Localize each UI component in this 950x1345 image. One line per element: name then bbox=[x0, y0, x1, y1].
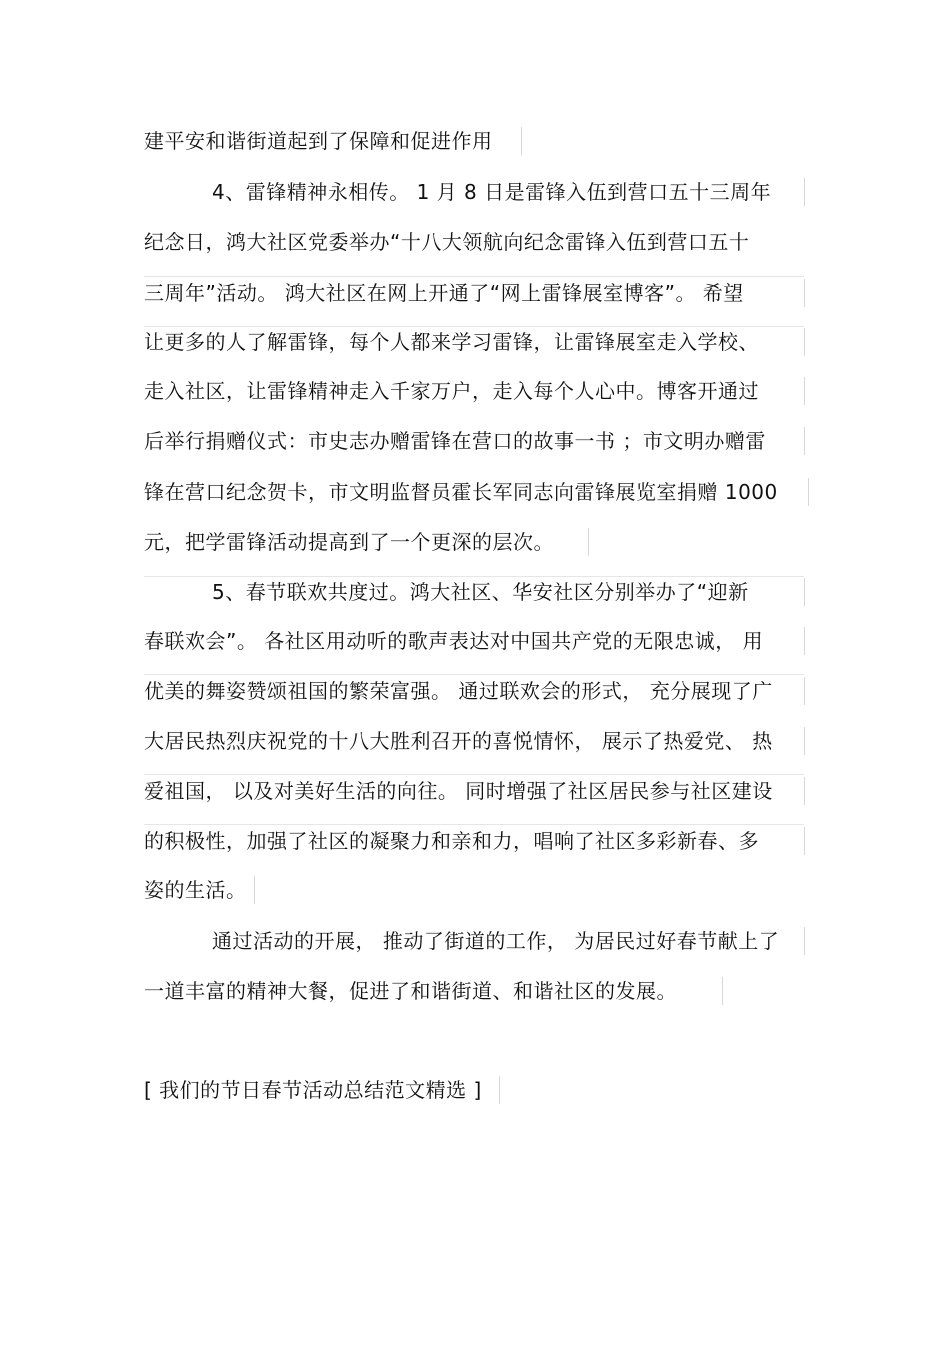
cell-border bbox=[804, 377, 805, 405]
text-line: 通过活动的开展， 推动了街道的工作， 为居民过好春节献上了 bbox=[212, 929, 780, 953]
text-line: 纪念日，鸿大社区党委举办“十八大领航向纪念雷锋入伍到营口五十 bbox=[144, 230, 750, 254]
cell-border bbox=[804, 328, 805, 356]
cell-border bbox=[804, 927, 805, 955]
text-line: 优美的舞姿赞颂祖国的繁荣富强。 通过联欢会的形式， 充分展现了广 bbox=[144, 679, 773, 703]
cell-border bbox=[804, 677, 805, 705]
text-line: 元，把学雷锋活动提高到了一个更深的层次。 bbox=[144, 530, 554, 554]
cell-border bbox=[254, 876, 255, 904]
text-line: 的积极性，加强了社区的凝聚力和亲和力，唱响了社区多彩新春、多 bbox=[144, 829, 759, 853]
text-line: 锋在营口纪念贺卡，市文明监督员霍长军同志向雷锋展览室捐赠 1000 bbox=[144, 480, 778, 504]
text-line: 让更多的人了解雷锋，每个人都来学习雷锋，让雷锋展室走入学校、 bbox=[144, 330, 759, 354]
cell-border bbox=[521, 127, 522, 155]
document-footer-title: [ 我们的节日春节活动总结范文精选 ] bbox=[144, 1078, 482, 1102]
cell-border bbox=[804, 279, 805, 307]
cell-border bbox=[804, 727, 805, 755]
cell-border bbox=[808, 478, 809, 506]
cell-border bbox=[804, 777, 805, 805]
cell-border bbox=[144, 774, 804, 775]
cell-border bbox=[588, 528, 589, 556]
cell-border bbox=[144, 824, 804, 825]
cell-border bbox=[144, 326, 804, 327]
cell-border bbox=[804, 578, 805, 606]
cell-border bbox=[804, 627, 805, 655]
text-line: 春联欢会”。 各社区用动听的歌声表达对中国共产党的无限忠诚， 用 bbox=[144, 629, 764, 653]
cell-border bbox=[804, 178, 805, 206]
text-line: 三周年”活动。 鸿大社区在网上开通了“网上雷锋展室博客”。 希望 bbox=[144, 281, 744, 305]
cell-border bbox=[804, 827, 805, 855]
cell-border bbox=[144, 576, 804, 577]
text-line: 一道丰富的精神大餐，促进了和谐街道、和谐社区的发展。 bbox=[144, 979, 677, 1003]
cell-border bbox=[499, 1076, 500, 1104]
cell-border bbox=[804, 427, 805, 455]
cell-border bbox=[144, 674, 804, 675]
text-line: 后举行捐赠仪式：市史志办赠雷锋在营口的故事一书 ；市文明办赠雷 bbox=[144, 429, 766, 453]
text-line: 4、雷锋精神永相传。 1 月 8 日是雷锋入伍到营口五十三周年 bbox=[212, 180, 772, 204]
text-line: 建平安和谐街道起到了保障和促进作用 bbox=[144, 129, 493, 153]
text-line: 大居民热烈庆祝党的十八大胜利召开的喜悦情怀， 展示了热爱党、 热 bbox=[144, 729, 773, 753]
cell-border bbox=[722, 977, 723, 1005]
text-line: 爱祖国， 以及对美好生活的向往。 同时增强了社区居民参与社区建设 bbox=[144, 779, 773, 803]
text-line: 5、春节联欢共度过。鸿大社区、华安社区分别举办了“迎新 bbox=[212, 580, 749, 604]
text-line: 姿的生活。 bbox=[144, 878, 247, 902]
cell-border bbox=[144, 276, 804, 277]
text-line: 走入社区，让雷锋精神走入千家万户，走入每个人心中。博客开通过 bbox=[144, 379, 759, 403]
